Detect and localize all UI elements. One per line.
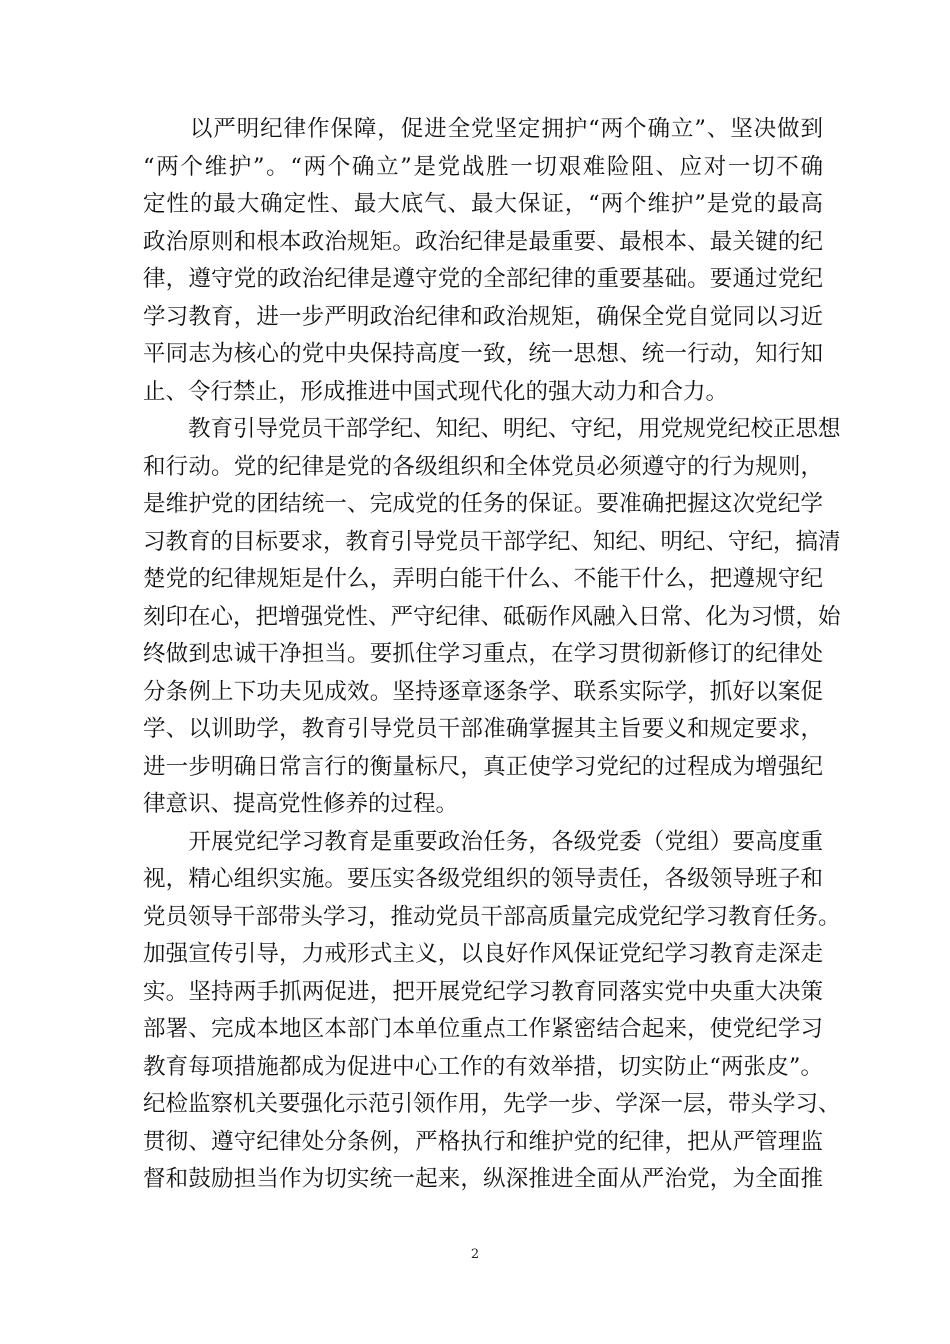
text-line: 学习教育，进一步严明政治纪律和政治规矩，确保全党自觉同以习近 [143, 303, 823, 330]
text-line: 平同志为核心的党中央保持高度一致，统一思想、统一行动，知行知 [143, 341, 823, 367]
text-line: 和行动。党的纪律是党的各级组织和全体党员必须遵守的行为规则， [143, 453, 823, 480]
text-line: 定性的最大确定性、最大底气、最大保证，“两个维护”是党的最高 [143, 191, 823, 217]
text-line: 纪检监察机关要强化示范引领作用，先学一步、学深一层，带头学习、 [143, 1091, 841, 1117]
text-line: 律意识、提高党性修养的过程。 [143, 791, 459, 817]
text-line: 教育每项措施都成为促进中心工作的有效举措，切实防止“两张皮”。 [143, 1053, 823, 1080]
text-line: 楚党的纪律规矩是什么，弄明白能干什么、不能干什么，把遵规守纪 [143, 566, 823, 592]
text-line: 部署、完成本地区本部门本单位重点工作紧密结合起来，使党纪学习 [143, 1016, 823, 1042]
text-line: 刻印在心，把增强党性、严守纪律、砥砺作风融入日常、化为习惯，始 [143, 603, 841, 630]
text-line: 分条例上下功夫见成效。坚持逐章逐条学、联系实际学，抓好以案促 [143, 678, 823, 705]
text-line: 贯彻、遵守纪律处分条例，严格执行和维护党的纪律，把从严管理监 [143, 1128, 823, 1155]
text-line: 实。坚持两手抓两促进，把开展党纪学习教育同落实党中央重大决策 [143, 978, 823, 1005]
text-line: 政治原则和根本政治规矩。政治纪律是最重要、最根本、最关键的纪 [143, 228, 823, 255]
text-line: 以严明纪律作保障，促进全党坚定拥护“两个确立”、坚决做到 [143, 116, 823, 142]
text-line: 开展党纪学习教育是重要政治任务，各级党委（党组）要高度重 [143, 828, 823, 855]
text-line: 学、以训助学，教育引导党员干部准确掌握其主旨要义和规定要求， [143, 716, 823, 742]
text-line: 督和鼓励担当作为切实统一起来，纵深推进全面从严治党，为全面推 [143, 1166, 823, 1192]
text-line: 视，精心组织实施。要压实各级党组织的领导责任，各级领导班子和 [143, 866, 823, 892]
text-line: 律，遵守党的政治纪律是遵守党的全部纪律的重要基础。要通过党纪 [143, 266, 823, 292]
text-line: 习教育的目标要求，教育引导党员干部学纪、知纪、明纪、守纪，搞清 [143, 528, 841, 555]
paragraph-1 [143, 111, 823, 411]
body-text [143, 111, 841, 1199]
text-line: “两个维护”。“两个确立”是党战胜一切艰难险阻、应对一切不确 [143, 153, 823, 180]
text-line: 教育引导党员干部学纪、知纪、明纪、守纪，用党规党纪校正思想 [143, 416, 841, 442]
page-number: 2 [470, 1247, 480, 1262]
text-line: 党员领导干部带头学习，推动党员干部高质量完成党纪学习教育任务。 [143, 903, 841, 930]
text-line: 进一步明确日常言行的衡量标尺，真正使学习党纪的过程成为增强纪 [143, 753, 823, 780]
paragraph-3 [143, 824, 841, 1199]
paragraph-2 [143, 411, 841, 824]
text-line: 加强宣传引导，力戒形式主义，以良好作风保证党纪学习教育走深走 [143, 941, 823, 967]
text-line: 止、令行禁止，形成推进中国式现代化的强大动力和合力。 [143, 378, 729, 405]
text-line: 是维护党的团结统一、完成党的任务的保证。要准确把握这次党纪学 [143, 491, 823, 517]
text-line: 终做到忠诚干净担当。要抓住学习重点，在学习贯彻新修订的纪律处 [143, 641, 823, 667]
